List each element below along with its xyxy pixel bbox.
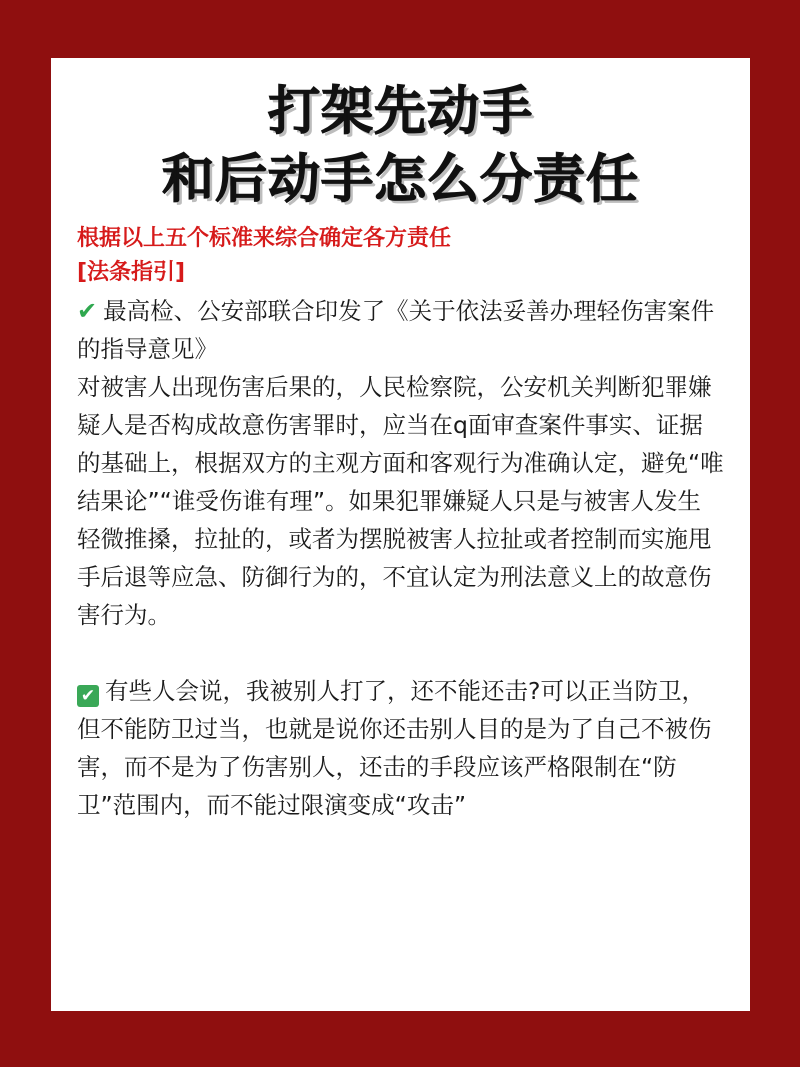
check-mark-icon: ✔ [77, 297, 98, 325]
title-line-2: 和后动手怎么分责任 [161, 150, 639, 210]
subtitle: 根据以上五个标准来综合确定各方责任 [77, 226, 452, 251]
paragraph-2-text: 有些人会说，我被别人打了，还不能还击?可以正当防卫，但不能防卫过当，也就是说你还击别人目的是为了自己不被伤害，而不是为了伤害别人，还击的手段应该严格限制在“防卫”范围内，而不能过限演变成“攻击” [77, 677, 712, 819]
paragraph-spacer [77, 634, 724, 672]
paragraph-1-body: 对被害人出现伤害后果的，人民检察院，公安机关判断犯罪嫌疑人是否构成故意伤害罪时，应当在q面审查案件事实、证据的基础上，根据双方的主观方面和客观行为准确认定，避免“唯结果论”“谁受伤谁有理”。如果犯罪嫌疑人只是与被害人发生轻微推搡，拉扯的，或者为摆脱被害人拉扯或者控制而实施甩手后退等应急、防御行为的，不宜认定为刑法意义上的故意伤害行为。 [77, 373, 724, 629]
content-card [51, 58, 750, 1011]
paragraph-1-heading-text: 最高检、公安部联合印发了《关于依法妥善办理轻伤害案件的指导意见》 [77, 297, 715, 363]
paragraph-1-heading [77, 292, 724, 368]
page-title [77, 78, 724, 214]
check-box-icon: ✔ [77, 685, 99, 707]
title-line-1: 打架先动手 [267, 82, 533, 142]
paragraph-2 [77, 672, 724, 824]
section-label: [法条指引] [77, 260, 186, 285]
